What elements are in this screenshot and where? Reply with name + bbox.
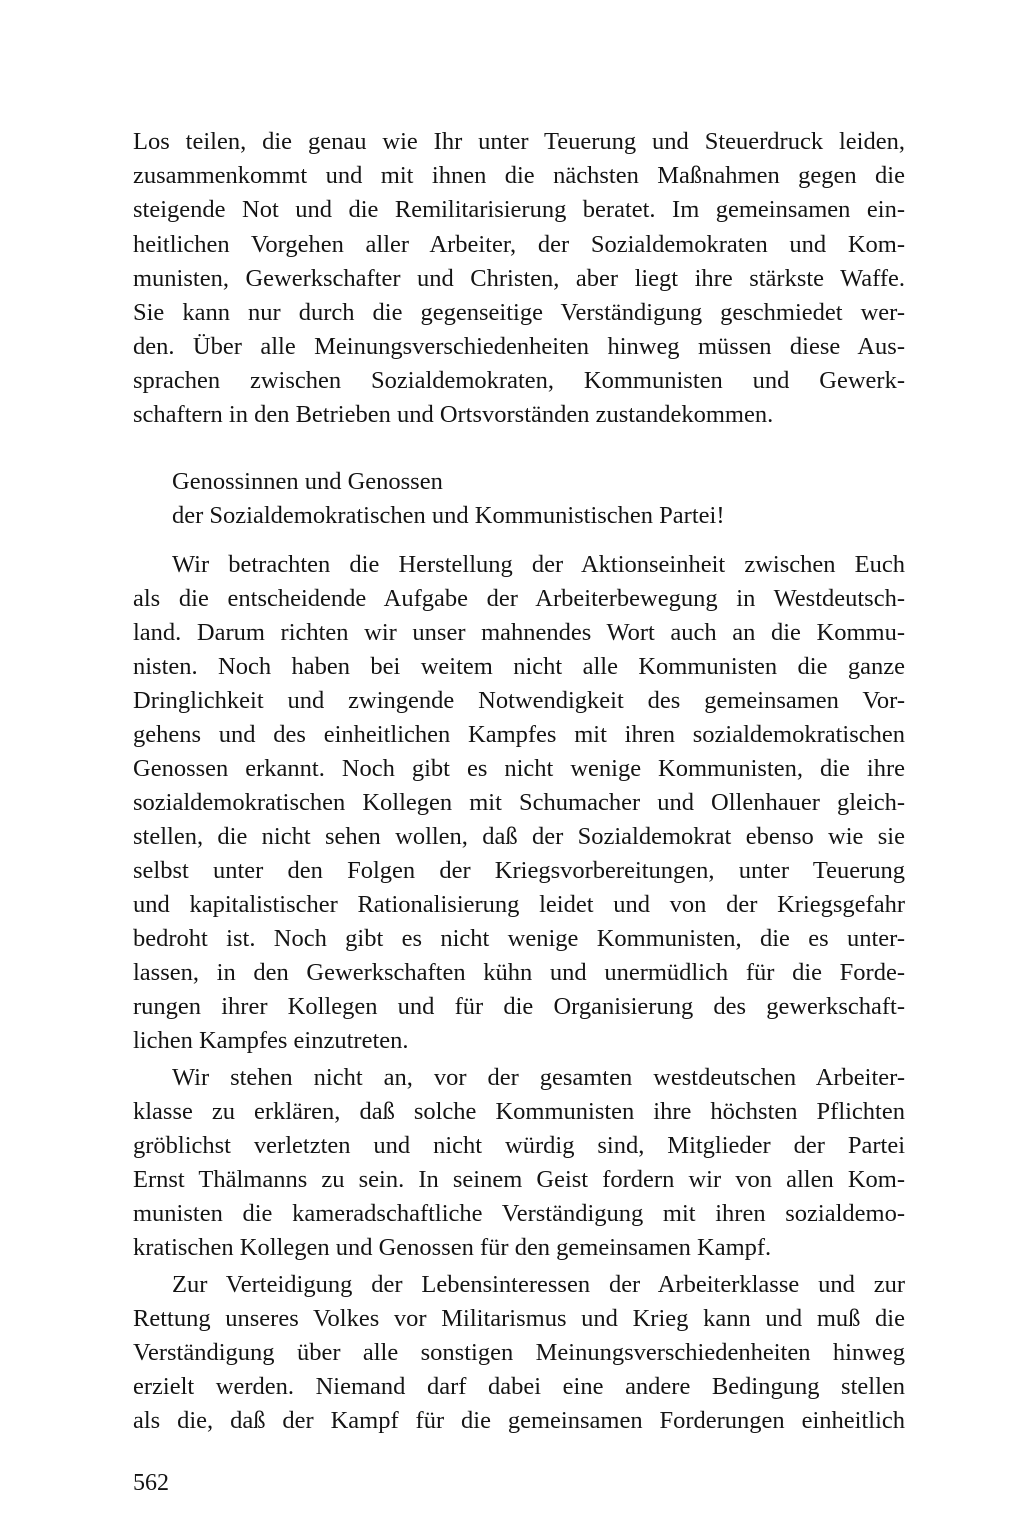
text-line: Wir stehen nicht an, vor der gesamten westdeutschen Arbeiter- [172, 1064, 905, 1091]
text-line: Los teilen, die genau wie Ihr unter Teuerung und Steuerdruck leiden, [133, 128, 905, 155]
text-line: schaftern in den Betrieben und Ortsvorständen zustandekommen. [133, 401, 774, 428]
text-line: Sie kann nur durch die gegenseitige Verständigung geschmiedet wer- [133, 299, 905, 326]
text-line: rungen ihrer Kollegen und für die Organisierung des gewerkschaft- [133, 993, 905, 1020]
text-line: sprachen zwischen Sozialdemokraten, Kommunisten und Gewerk- [133, 367, 905, 394]
text-line: heitlichen Vorgehen aller Arbeiter, der Sozialdemokraten und Kom- [133, 231, 905, 258]
text-line: lichen Kampfes einzutreten. [133, 1027, 409, 1054]
text-line: land. Darum richten wir unser mahnendes Wort auch an die Kommu- [133, 619, 905, 646]
text-line: munisten, Gewerkschafter und Christen, aber liegt ihre stärkste Waffe. [133, 265, 905, 292]
text-line: Rettung unseres Volkes vor Militarismus und Krieg kann und muß die [133, 1305, 905, 1332]
text-line: und kapitalistischer Rationalisierung leidet und von der Kriegsgefahr [133, 891, 905, 918]
heading-line: der Sozialdemokratischen und Kommunistischen Partei! [172, 502, 725, 529]
text-line: selbst unter den Folgen der Kriegsvorbereitungen, unter Teuerung [133, 857, 905, 884]
text-line: bedroht ist. Noch gibt es nicht wenige Kommunisten, die es unter- [133, 925, 905, 952]
text-line: gehens und des einheitlichen Kampfes mit ihren sozialdemokratischen [133, 721, 905, 748]
text-line: Verständigung über alle sonstigen Meinungsverschiedenheiten hinweg [133, 1339, 905, 1366]
text-line: zusammenkommt und mit ihnen die nächsten Maßnahmen gegen die [133, 162, 905, 189]
text-line: lassen, in den Gewerkschaften kühn und unermüdlich für die Forde- [133, 959, 905, 986]
text-line: Genossen erkannt. Noch gibt es nicht wenige Kommunisten, die ihre [133, 755, 905, 782]
text-line: den. Über alle Meinungsverschiedenheiten hinweg müssen diese Aus- [133, 333, 905, 360]
text-line: stellen, die nicht sehen wollen, daß der Sozialdemokrat ebenso wie sie [133, 823, 905, 850]
text-line: erzielt werden. Niemand darf dabei eine andere Bedingung stellen [133, 1373, 905, 1400]
page-number: 562 [133, 1470, 169, 1496]
text-line: kratischen Kollegen und Genossen für den gemeinsamen Kampf. [133, 1234, 772, 1261]
text-line: gröblichst verletzten und nicht würdig sind, Mitglieder der Partei [133, 1132, 905, 1159]
text-line: nisten. Noch haben bei weitem nicht alle Kommunisten die ganze [133, 653, 905, 680]
text-line: Ernst Thälmanns zu sein. In seinem Geist fordern wir von allen Kom- [133, 1166, 905, 1193]
text-line: als die, daß der Kampf für die gemeinsamen Forderungen einheitlich [133, 1407, 905, 1434]
text-line: Zur Verteidigung der Lebensinteressen der Arbeiterklasse und zur [172, 1271, 905, 1298]
text-line: sozialdemokratischen Kollegen mit Schumacher und Ollenhauer gleich- [133, 789, 905, 816]
text-line: steigende Not und die Remilitarisierung beratet. Im gemeinsamen ein- [133, 196, 905, 223]
text-line: munisten die kameradschaftliche Verständigung mit ihren sozialdemo- [133, 1200, 905, 1227]
text-line: Wir betrachten die Herstellung der Aktionseinheit zwischen Euch [172, 551, 905, 578]
heading-line: Genossinnen und Genossen [172, 468, 443, 495]
text-line: als die entscheidende Aufgabe der Arbeiterbewegung in Westdeutsch- [133, 585, 905, 612]
text-line: klasse zu erklären, daß solche Kommunisten ihre höchsten Pflichten [133, 1098, 905, 1125]
text-line: Dringlichkeit und zwingende Notwendigkeit des gemeinsamen Vor- [133, 687, 905, 714]
